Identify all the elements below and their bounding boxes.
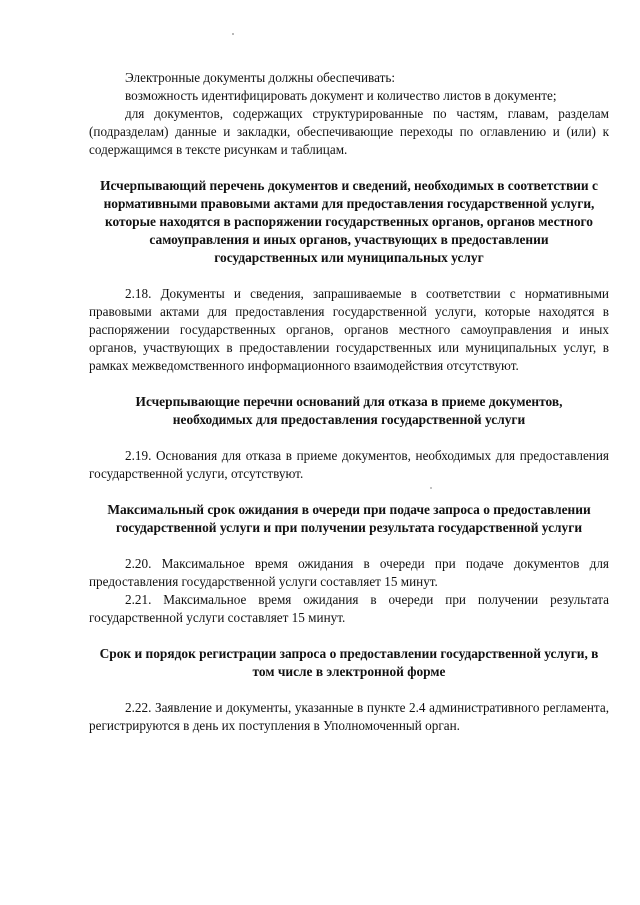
section-heading-documents-list: Исчерпывающий перечень документов и сведений, необходимых в соответствии с нормативными правовыми актами для предоставления государственной услуги, которые находятся в распоряжении государственных органов, органов местного самоуправления и иных органов, участвующих в предоставлении государственных или муниципальных услуг — [100, 178, 598, 265]
document-page — [89, 69, 609, 735]
paragraph-2-18: 2.18. Документы и сведения, запрашиваемые в соответствии с нормативными правовыми актами для предоставления государственной услуги, которые находятся в распоряжении государственных органов, органов местного самоуправления и иных органов, участвующих в предоставлении государственных или муниципальных услуг, в рамках межведомственного информационного взаимодействия отсутствуют. — [89, 286, 609, 373]
paragraph-2-19: 2.19. Основания для отказа в приеме документов, необходимых для предоставления государственной услуги, отсутствуют. — [89, 448, 609, 481]
intro-item-1: возможность идентифицировать документ и количество листов в документе; — [125, 88, 557, 103]
intro-item-2: для документов, содержащих структурированные по частям, главам, разделам (подразделам) данные и закладки, обеспечивающие переходы по оглавлению и (или) к содержащимся в тексте рисункам и таблицам. — [89, 106, 609, 157]
section-heading-queue-time: Максимальный срок ожидания в очереди при подаче запроса о предоставлении государственной услуги и при получении результата государственной услуги — [107, 502, 591, 535]
section-heading-registration: Срок и порядок регистрации запроса о предоставлении государственной услуги, в том числе в электронной форме — [99, 646, 599, 679]
section-heading-refusal-grounds: Исчерпывающие перечни оснований для отказа в приеме документов, необходимых для предоставления государственной услуги — [135, 394, 563, 427]
intro-lead: Электронные документы должны обеспечивать: — [125, 70, 396, 85]
paragraph-2-20: 2.20. Максимальное время ожидания в очереди при подаче документов для предоставления государственной услуги составляет 15 минут. — [89, 556, 609, 589]
scan-speck — [232, 33, 234, 35]
paragraph-2-21: 2.21. Максимальное время ожидания в очереди при получении результата государственной услуги составляет 15 минут. — [89, 592, 609, 625]
paragraph-2-22: 2.22. Заявление и документы, указанные в пункте 2.4 административного регламента, регистрируются в день их поступления в Уполномоченный орган. — [89, 700, 609, 733]
